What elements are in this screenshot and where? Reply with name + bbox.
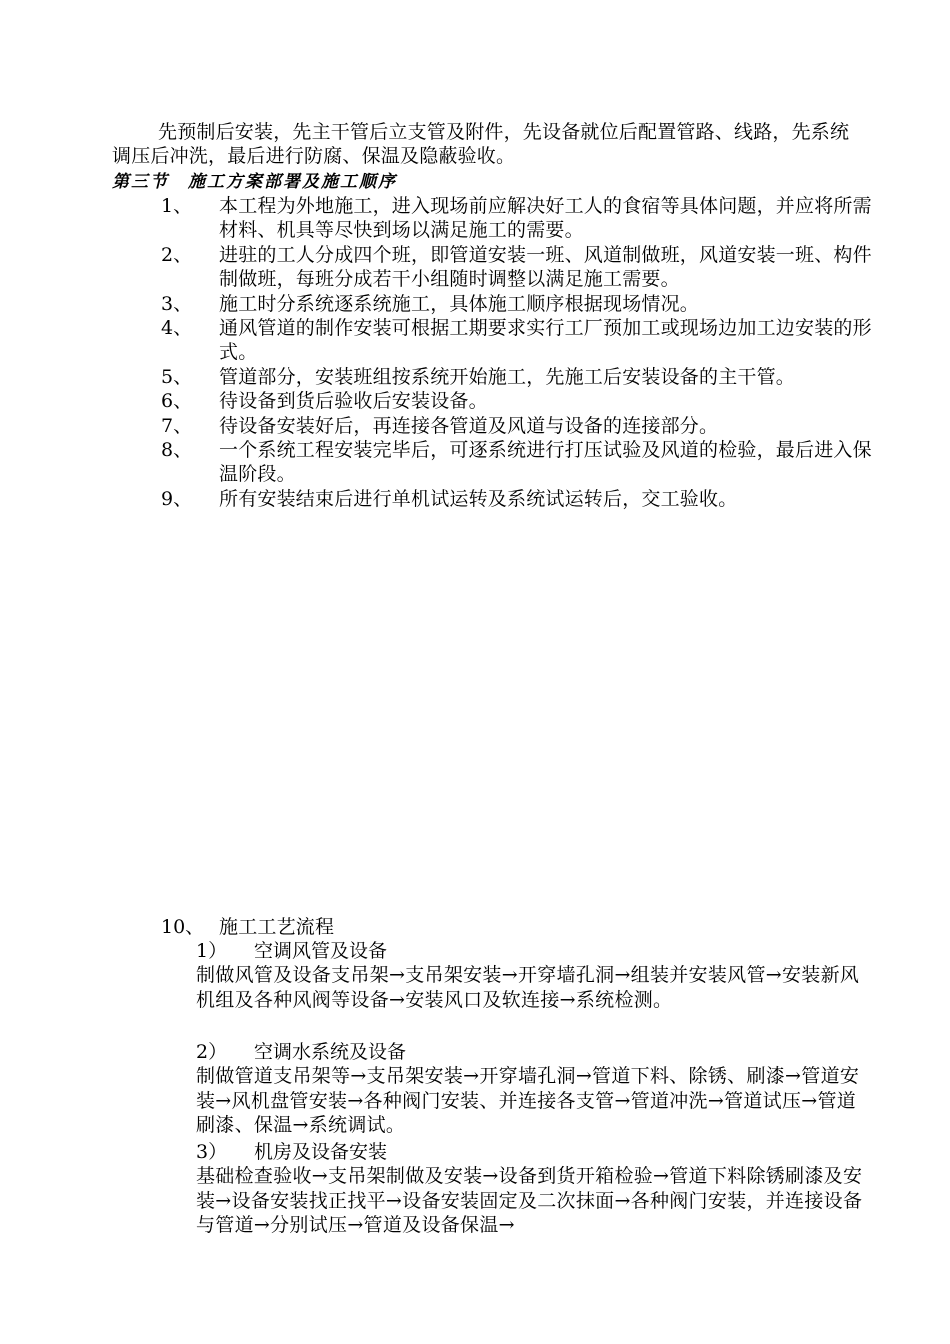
item-number: 4、 [161,317,193,340]
subsection-body: 制做风管及设备支吊架→支吊架安装→开穿墙孔洞→组装并安装风管→安装新风机组及各种风阀等设备→安装风口及软连接→系统检测。 [196,964,860,1011]
subsection-header [196,1040,866,1064]
list-item [0,438,950,487]
item-text: 一个系统工程安装完毕后，可逐系统进行打压试验及风道的检验，最后进入保温阶段。 [219,439,872,486]
subsection-header [196,939,866,963]
item-number: 2、 [161,243,193,266]
item-text: 进驻的工人分成四个班，即管道安装一班、风道制做班，风道安装一班、构件制做班，每班分成若干小组随时调整以满足施工需要。 [219,243,872,291]
item-text: 通风管道的制作安装可根据工期要求实行工厂预加工或现场边加工边安装的形式。 [219,317,872,364]
item-text: 本工程为外地施工，进入现场前应解决好工人的食宿等具体问题，并应将所需材料、机具等尽快到场以满足施工的需要。 [219,195,872,242]
subsection-title: 机房及设备安装 [254,1141,388,1163]
list-item [0,487,950,511]
item-text: 管道部分，安装班组按系统开始施工，先施工后安装设备的主干管。 [219,365,796,388]
subsection-air-duct [196,939,866,1012]
item-text: 施工时分系统逐系统施工，具体施工顺序根据现场情况。 [219,292,700,315]
item-text: 待设备安装好后，再连接各管道及风道与设备的连接部分。 [219,414,719,437]
subsection-number: 3） [196,1141,228,1163]
list-item [0,243,950,292]
item-number: 5、 [161,365,193,388]
item-number: 8、 [161,439,193,462]
construction-sequence-list [0,194,950,511]
subsection-body: 制做管道支吊架等→支吊架安装→开穿墙孔洞→管道下料、除锈、刷漆→管道安装→风机盘管安装→各种阀门安装、并连接各支管→管道冲洗→管道试压→管道刷漆、保温→系统调试。 [196,1065,860,1137]
subsection-title: 空调水系统及设备 [254,1041,407,1063]
item-text: 所有安装结束后进行单机试运转及系统试运转后，交工验收。 [219,487,738,510]
item-number: 9、 [161,487,193,510]
subsection-title: 空调风管及设备 [254,940,388,962]
list-item [0,292,950,316]
section-10-header [0,915,950,939]
list-item [0,389,950,413]
subsection-water-system [196,1040,866,1138]
subsection-number: 1） [196,940,228,962]
item-number: 7、 [161,414,193,437]
item-number: 1、 [161,195,193,217]
subsection-body: 基础检查验收→支吊架制做及安装→设备到货开箱检验→管道下料除锈刷漆及安装→设备安装找正找平→设备安装固定及二次抹面→各种阀门安装，并连接设备与管道→分别试压→管道及设备保温→ [196,1165,863,1237]
section-heading: 第三节 施工方案部署及施工顺序 [112,172,397,192]
list-item [0,194,950,243]
list-item [0,316,950,365]
list-item [0,365,950,389]
list-item [0,414,950,438]
item-number: 6、 [161,390,193,413]
section-10-title: 施工工艺流程 [219,916,335,938]
item-text: 待设备到货后验收后安装设备。 [219,390,488,413]
subsection-header [196,1140,866,1164]
subsection-machine-room [196,1140,866,1238]
item-number: 10、 [161,916,205,938]
item-number: 3、 [161,292,193,315]
subsection-number: 2） [196,1041,228,1063]
intro-paragraph: 先预制后安装，先主干管后立支管及附件，先设备就位后配置管路、线路，先系统调压后冲洗，最后进行防腐、保温及隐蔽验收。 [112,121,850,168]
process-flow-section [0,915,950,939]
